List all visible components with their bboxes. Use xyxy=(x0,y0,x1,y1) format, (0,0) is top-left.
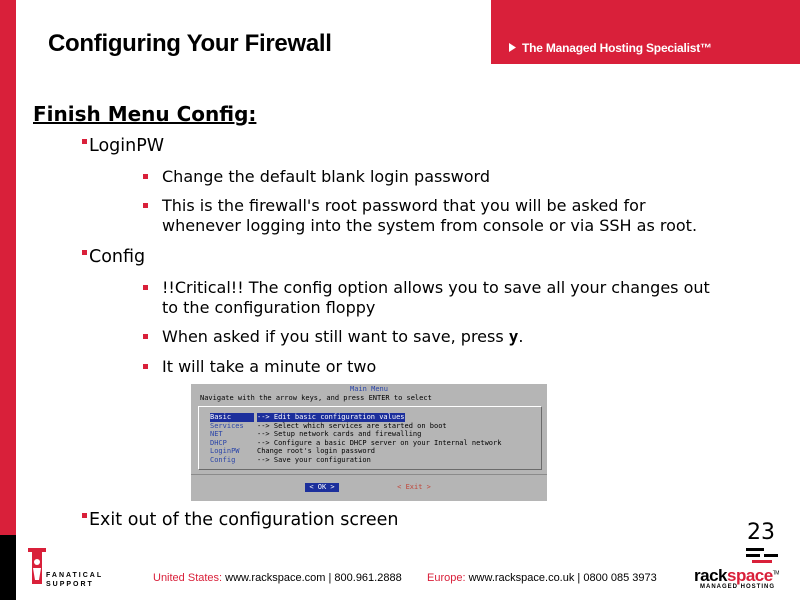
bullet-square-icon xyxy=(82,139,87,144)
terminal-exit-button[interactable]: < Exit > xyxy=(397,483,431,491)
brand-space: space xyxy=(726,566,773,585)
play-arrow-icon xyxy=(509,41,516,55)
menu-desc: --> Setup network cards and firewalling xyxy=(257,430,422,439)
left-accent-bar xyxy=(0,0,16,535)
sub-bullet-text-cont: whenever logging into the system from console or via SSH as root. xyxy=(162,216,698,235)
bullet-square-icon xyxy=(143,203,148,208)
bullet-square-icon xyxy=(143,285,148,290)
page-number: 23 xyxy=(747,520,775,545)
terminal-menu-item[interactable] xyxy=(210,413,530,422)
menu-key: NET xyxy=(210,430,223,439)
menu-desc: --> Edit basic configuration values xyxy=(257,413,405,421)
separator: | xyxy=(577,572,584,584)
terminal-menu-item[interactable] xyxy=(210,439,530,448)
bullet-label: LoginPW xyxy=(89,136,165,156)
bullet-loginpw xyxy=(82,136,164,156)
section-heading: Finish Menu Config: xyxy=(33,102,257,126)
eu-label: Europe: xyxy=(427,572,466,584)
menu-desc: --> Configure a basic DHCP server on your Internal network xyxy=(257,438,502,447)
eu-phone: 0800 085 3973 xyxy=(583,572,657,584)
sub-bullet-text: It will take a minute or two xyxy=(162,357,377,376)
press-text: When asked if you still want to save, press xyxy=(162,327,509,346)
sub-bullet xyxy=(143,327,783,347)
terminal-ok-button[interactable]: < OK > xyxy=(305,483,339,492)
sub-bullet-text: Change the default blank login password xyxy=(162,167,490,186)
terminal-menu-item[interactable] xyxy=(210,422,530,431)
tagline-text: The Managed Hosting Specialist™ xyxy=(522,41,712,55)
terminal-title: Main Menu xyxy=(350,385,388,393)
menu-key: LoginPW xyxy=(210,447,240,456)
bullet-square-icon xyxy=(143,334,148,339)
period: . xyxy=(518,327,524,346)
tagline xyxy=(509,41,712,55)
sub-bullet xyxy=(143,196,783,236)
eu-url[interactable]: www.rackspace.co.uk xyxy=(468,572,575,584)
menu-desc: --> Save your configuration xyxy=(257,455,371,464)
rackspace-logo xyxy=(690,546,790,596)
menu-key: Services xyxy=(210,421,244,430)
sub-bullet xyxy=(143,167,783,187)
footer-us-contact xyxy=(153,572,402,584)
sub-bullet-text-cont: to the configuration floppy xyxy=(162,298,376,317)
sub-bullet-text: !!Critical!! The config option allows you to save all your changes out xyxy=(162,278,710,297)
slide-title: Configuring Your Firewall xyxy=(48,30,332,57)
terminal-screenshot xyxy=(191,384,547,501)
brand-tm: TM xyxy=(772,570,779,577)
bullet-label: Config xyxy=(89,247,146,267)
logo-word-top: FANATICAL xyxy=(46,572,104,579)
terminal-menu-item[interactable] xyxy=(210,430,530,439)
sub-bullet xyxy=(143,357,783,377)
rackspace-subtitle: MANAGED HOSTING xyxy=(700,584,775,590)
bullet-exit xyxy=(82,510,398,530)
sub-bullet-text: This is the firewall's root password that you will be asked for xyxy=(162,196,646,215)
sub-bullet-text xyxy=(162,327,782,347)
terminal-menu-item[interactable] xyxy=(210,447,530,456)
bullet-square-icon xyxy=(143,174,148,179)
menu-desc: Change root's login password xyxy=(257,447,376,456)
sub-bullet xyxy=(143,278,783,318)
terminal-menu-item[interactable] xyxy=(210,456,530,465)
left-accent-bar-footer xyxy=(0,535,16,600)
us-url[interactable]: www.rackspace.com xyxy=(225,572,326,584)
bullet-square-icon xyxy=(82,250,87,255)
terminal-menu-list xyxy=(210,413,530,465)
bullet-square-icon xyxy=(143,364,148,369)
menu-desc: --> Select which services are started on boot xyxy=(257,421,447,430)
menu-key: Basic xyxy=(210,413,254,422)
rackspace-wordmark xyxy=(694,566,779,586)
menu-key: Config xyxy=(210,455,236,464)
menu-key: DHCP xyxy=(210,438,227,447)
fanatical-support-logo xyxy=(24,546,114,592)
bullet-label: Exit out of the configuration screen xyxy=(89,510,399,530)
terminal-instructions: Navigate with the arrow keys, and press ENTER to select xyxy=(200,394,432,402)
separator: | xyxy=(328,572,335,584)
us-label: United States: xyxy=(153,572,223,584)
bullet-config xyxy=(82,247,145,267)
logo-word-bottom: SUPPORT xyxy=(46,581,94,588)
footer-eu-contact xyxy=(427,572,657,584)
bullet-square-icon xyxy=(82,513,87,518)
terminal-divider xyxy=(191,474,547,475)
rackspace-stripes-icon xyxy=(690,546,790,568)
brand-rack: rack xyxy=(694,566,727,585)
us-phone: 800.961.2888 xyxy=(334,572,402,584)
key-y: y xyxy=(508,327,519,346)
tagline-banner xyxy=(491,0,800,64)
